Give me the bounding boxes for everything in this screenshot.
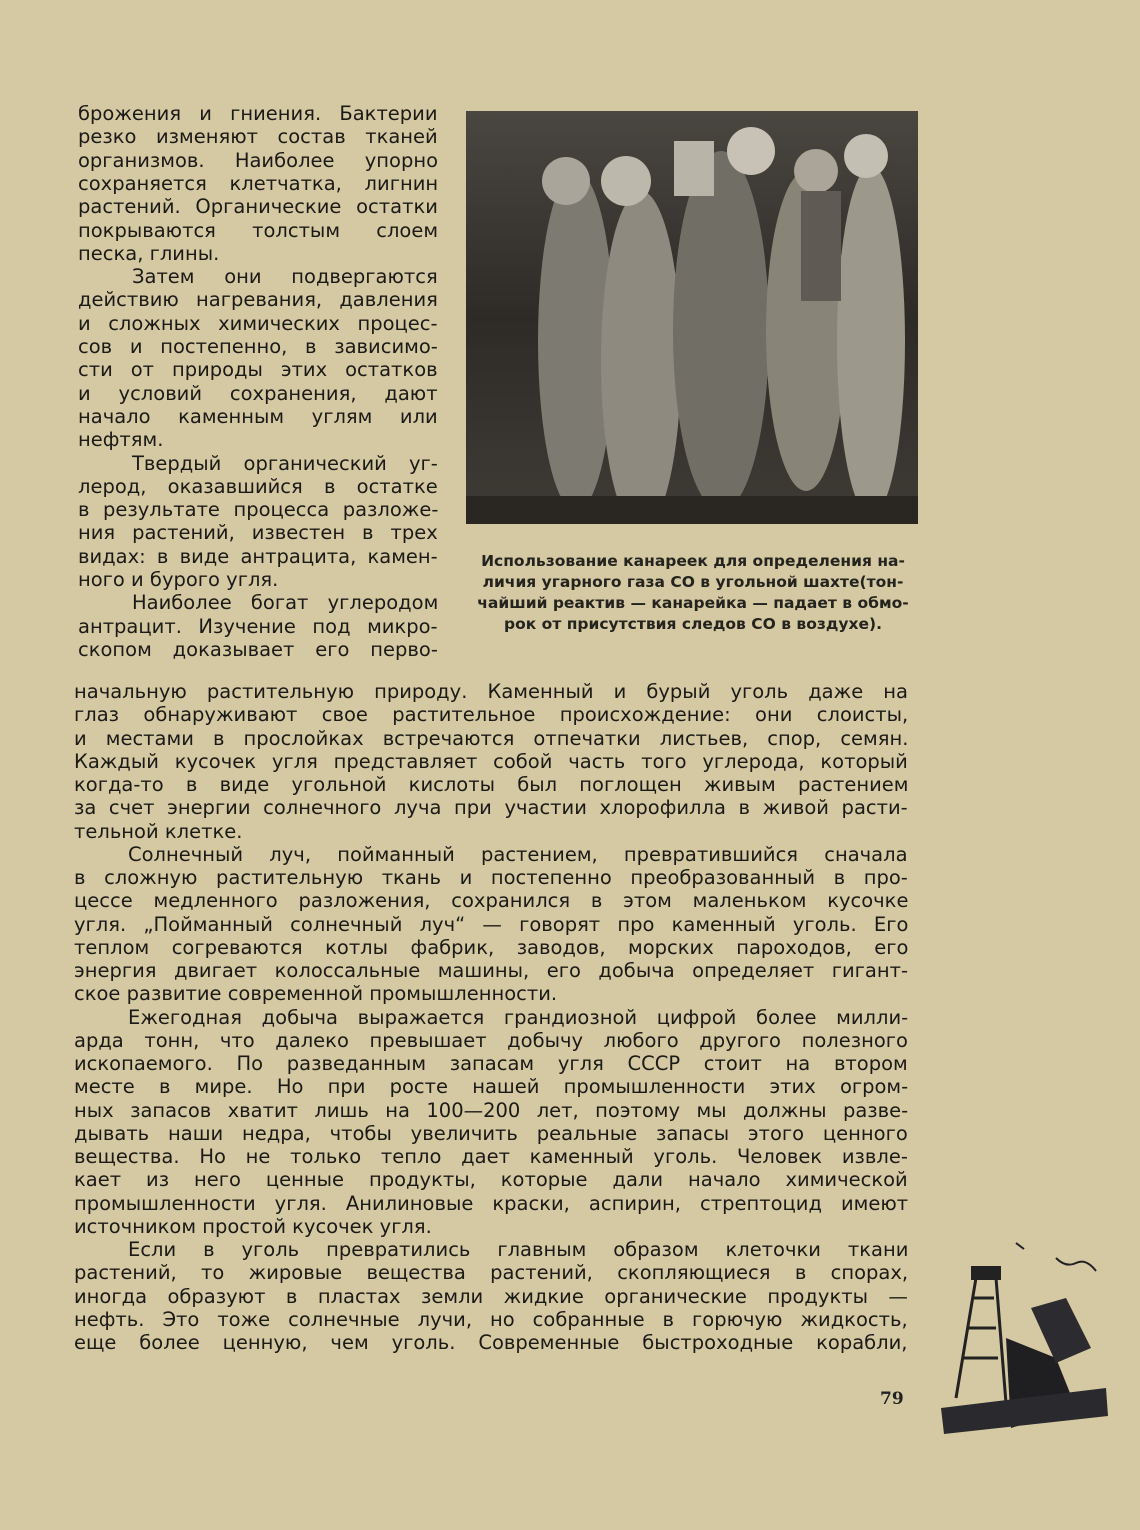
text-line: Каждый кусочек угля представляет собой часть того углерода, который [74, 749, 908, 773]
page-number: 79 [880, 1389, 904, 1409]
text-line: ископаемого. По разведанным запасам угля СССР стоит на втором [74, 1052, 908, 1075]
text-line: дывать наши недра, чтобы увеличить реальные запасы этого ценного [74, 1121, 908, 1145]
text-line: видах: в виде антрацита, камен- [78, 544, 438, 568]
text-line: Если в уголь превратились главным образом клеточки ткани [128, 1238, 909, 1261]
text-line: покрываются толстым слоем [78, 218, 439, 242]
caption-line: Использование канареек для определения на- [481, 552, 905, 570]
text-line: промышленности угля. Анилиновые краски, аспирин, стрептоцид имеют [74, 1191, 909, 1215]
text-line: и условий сохранения, дают [78, 381, 438, 405]
text-line: за счет энергии солнечного луча при участии хлорофилла в живой расти- [74, 796, 908, 820]
text-line: антрацит. Изучение под микро- [78, 614, 438, 638]
text-line: Ежегодная добыча выражается грандиозной цифрой более милли- [128, 1005, 909, 1029]
caption-line: чайший реактив — канарейка — падает в обмо- [477, 594, 909, 612]
text-line: сти от природы этих остатков [78, 358, 438, 382]
text-line: тельной клетке. [74, 819, 243, 843]
text-line: Наиболее богат углеродом [132, 591, 439, 615]
text-line: ния растений, известен в трех [78, 521, 438, 545]
text-line: цессе медленного разложения, сохранился в этом маленьком кусочке [74, 889, 909, 913]
text-line: лерод, оказавшийся в остатке [78, 474, 438, 498]
text-line: Твердый органический уг- [132, 451, 438, 475]
text-line: вещества. Но не только тепло дает каменный уголь. Человек извле- [74, 1145, 908, 1168]
text-line: энергия двигает колоссальные машины, его добыча определяет гигант- [74, 959, 908, 982]
text-line: брожения и гниения. Бактерии [78, 102, 438, 125]
text-line: Солнечный луч, пойманный растением, превратившийся сначала [128, 842, 908, 866]
caption-line: личия угарного газа CO в угольной шахте(тон- [482, 573, 904, 591]
mine-vignette-illustration [936, 1238, 1112, 1434]
text-line: действию нагревания, давления [78, 288, 438, 312]
text-line: песка, глины. [78, 241, 220, 265]
text-line: сов и постепенно, в зависимо- [78, 335, 438, 358]
text-line: резко изменяют состав тканей [78, 125, 438, 149]
text-line: начальную растительную природу. Каменный и бурый уголь даже на [74, 680, 908, 703]
text-line: иногда образуют в пластах земли жидкие органические продукты — [74, 1284, 908, 1308]
text-line: арда тонн, что далеко превышает добычу любого другого полезного [74, 1028, 908, 1052]
text-line: в результате процесса разложе- [78, 498, 439, 522]
text-line: месте в мире. Но при росте нашей промышленности этих огром- [74, 1075, 909, 1099]
text-line: нефтям. [78, 428, 164, 452]
text-line: Затем они подвергаются [132, 265, 438, 289]
text-line: ных запасов хватит лишь на 100—200 лет, поэтому мы должны разве- [74, 1098, 909, 1122]
text-line: теплом согреваются котлы фабрик, заводов, морских пароходов, его [74, 935, 909, 959]
text-line: угля. „Пойманный солнечный луч“ — говорят про каменный уголь. Его [74, 912, 909, 936]
text-line: глаз обнаруживают свое растительное происхождение: они слоисты, [74, 703, 909, 727]
text-line: ного и бурого угля. [78, 568, 279, 591]
text-line: начало каменным углям или [78, 404, 438, 428]
text-line: и сложных химических процес- [78, 311, 438, 335]
text-line: еще более ценную, чем уголь. Современные быстроходные корабли, [74, 1331, 908, 1354]
mine-rescuers-photo [466, 111, 918, 524]
text-line: сохраняется клетчатка, лигнин [78, 171, 439, 195]
text-line: в сложную растительную ткань и постепенно преобразованный в про- [74, 866, 908, 889]
text-line: растений. Органические остатки [78, 195, 438, 219]
text-line: и местами в прослойках встречаются отпечатки листьев, спор, семян. [74, 726, 909, 750]
text-line: ское развитие современной промышленности. [74, 982, 558, 1006]
text-line: когда-то в виде угольной кислоты был поглощен живым растением [74, 773, 909, 796]
text-line: источником простой кусочек угля. [74, 1214, 432, 1238]
text-line: кает из него ценные продукты, которые дали начало химической [74, 1168, 908, 1192]
text-line: скопом доказывает его перво- [78, 637, 438, 661]
caption-line: рок от присутствия следов CO в воздухе). [504, 615, 882, 633]
text-line: нефть. Это тоже солнечные лучи, но собранные в горючую жидкость, [74, 1307, 908, 1331]
text-line: растений, то жировые вещества растений, скопляющиеся в спорах, [74, 1261, 909, 1285]
text-line: организмов. Наиболее упорно [78, 148, 438, 172]
